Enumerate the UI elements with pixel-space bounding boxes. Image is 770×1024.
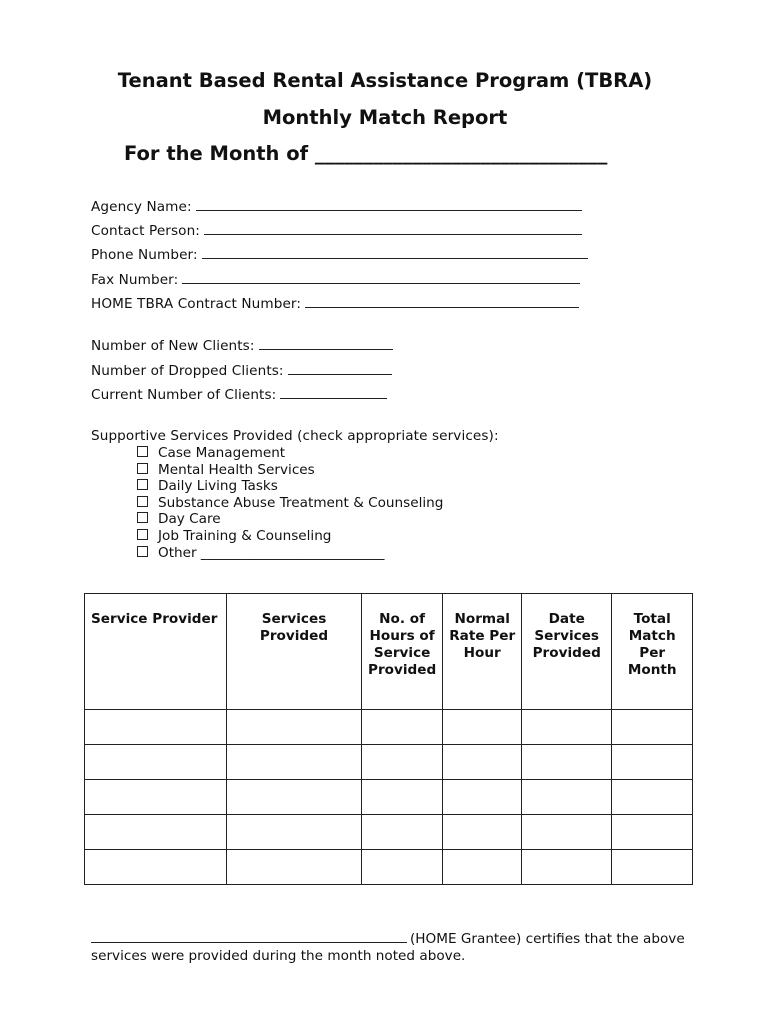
- phone-number-input[interactable]: [202, 245, 588, 259]
- checkbox-case-management[interactable]: [137, 446, 148, 457]
- current-clients-row: [91, 385, 387, 404]
- col-rate: Normal Rate Per Hour: [443, 594, 522, 710]
- table-header-row: [85, 594, 693, 710]
- dropped-clients-row: [91, 361, 392, 380]
- report-subtitle: Monthly Match Report: [262, 106, 508, 129]
- service-label: Daily Living Tasks: [158, 478, 278, 495]
- dropped-clients-label: Number of Dropped Clients:: [91, 363, 284, 379]
- checkbox-daily-living[interactable]: [137, 479, 148, 490]
- phone-number-row: [91, 245, 588, 264]
- checkbox-substance-abuse[interactable]: [137, 496, 148, 507]
- program-title: Tenant Based Rental Assistance Program (TBRA): [117, 69, 653, 92]
- service-label: Other ___________________________: [158, 544, 385, 561]
- contract-number-input[interactable]: [305, 294, 579, 308]
- service-label: Mental Health Services: [158, 461, 315, 478]
- dropped-clients-input[interactable]: [288, 361, 392, 375]
- certification-text: (HOME Grantee) certifies that the above services were provided during the month noted above.: [91, 931, 685, 964]
- contact-person-row: [91, 221, 582, 240]
- new-clients-input[interactable]: [259, 336, 393, 350]
- agency-name-label: Agency Name:: [91, 199, 192, 215]
- current-clients-input[interactable]: [280, 385, 387, 399]
- service-option: [137, 511, 443, 528]
- service-option: [137, 528, 443, 545]
- certification-statement: [91, 929, 691, 965]
- new-clients-label: Number of New Clients:: [91, 338, 255, 354]
- service-label: Day Care: [158, 511, 221, 528]
- col-date: Date Services Provided: [522, 594, 612, 710]
- service-option: [137, 545, 443, 562]
- col-hours: No. of Hours of Service Provided: [362, 594, 443, 710]
- table-row: [85, 780, 693, 815]
- col-total-match: Total Match Per Month: [612, 594, 693, 710]
- service-option: [137, 445, 443, 462]
- contact-person-label: Contact Person:: [91, 223, 200, 239]
- match-table: [84, 593, 693, 885]
- fax-number-row: [91, 270, 580, 289]
- contact-person-input[interactable]: [204, 221, 582, 235]
- fax-number-input[interactable]: [182, 270, 580, 284]
- table-row: [85, 850, 693, 885]
- table-row: [85, 745, 693, 780]
- month-field: For the Month of ______________________________: [124, 142, 608, 165]
- agency-name-input[interactable]: [196, 197, 582, 211]
- contract-number-label: HOME TBRA Contract Number:: [91, 296, 302, 312]
- new-clients-row: [91, 336, 393, 355]
- col-services-provided: Services Provided: [227, 594, 362, 710]
- checkbox-day-care[interactable]: [137, 512, 148, 523]
- phone-number-label: Phone Number:: [91, 247, 198, 263]
- services-heading: Supportive Services Provided (check appropriate services):: [91, 428, 499, 444]
- service-option: [137, 462, 443, 479]
- service-option: [137, 495, 443, 512]
- checkbox-other[interactable]: [137, 546, 148, 557]
- services-checklist: [137, 445, 443, 561]
- agency-name-row: [91, 197, 582, 216]
- grantee-signature-line[interactable]: [91, 929, 407, 943]
- contract-number-row: [91, 294, 579, 313]
- current-clients-label: Current Number of Clients:: [91, 387, 277, 403]
- service-label: Job Training & Counseling: [158, 527, 332, 544]
- service-label: Substance Abuse Treatment & Counseling: [158, 494, 444, 511]
- checkbox-mental-health[interactable]: [137, 463, 148, 474]
- service-option: [137, 478, 443, 495]
- table-row: [85, 815, 693, 850]
- table-row: [85, 710, 693, 745]
- service-label: Case Management: [158, 445, 286, 461]
- col-service-provider: Service Provider: [85, 594, 227, 710]
- fax-number-label: Fax Number:: [91, 272, 179, 288]
- checkbox-job-training[interactable]: [137, 529, 148, 540]
